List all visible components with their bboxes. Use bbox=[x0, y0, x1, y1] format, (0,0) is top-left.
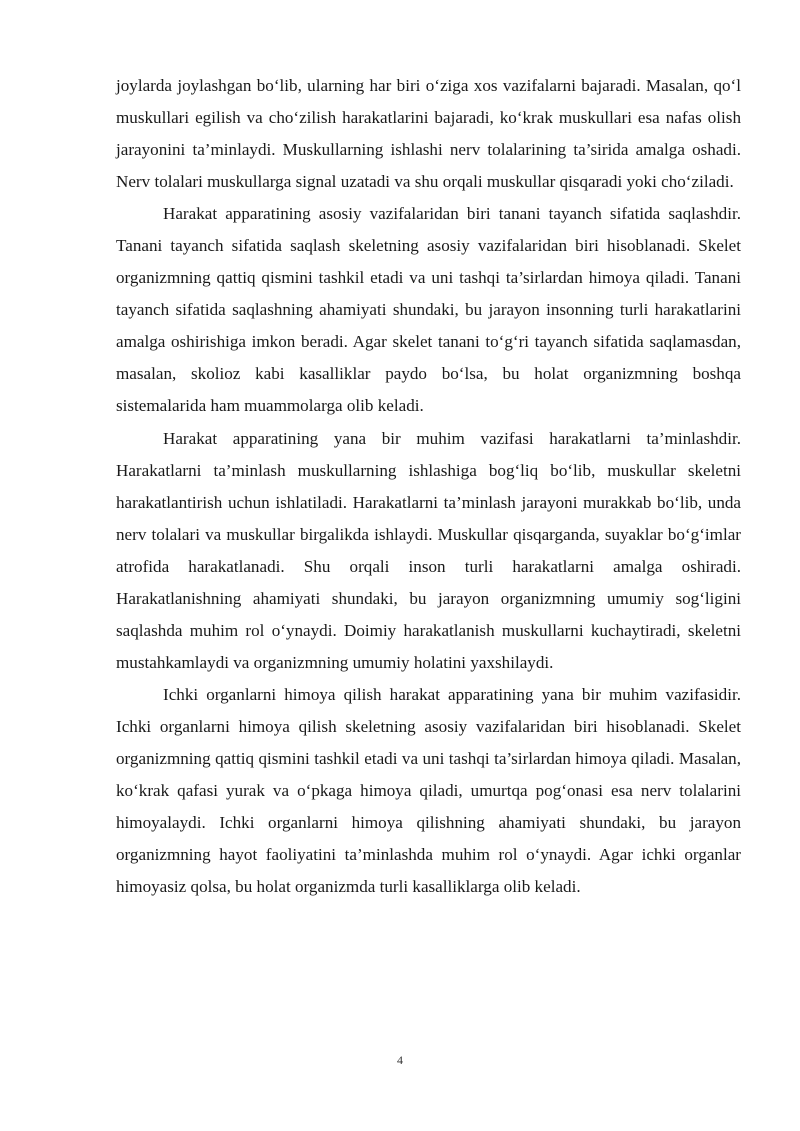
paragraph-movement: Harakat apparatining yana bir muhim vazifasi harakatlarni ta’minlashdir. Harakatlarni ta’minlash muskullarning ishlashiga bog‘liq bo‘lib, muskullar skeletni harakatlantirish uchun ishlatiladi. Harakatlarni ta’minlash jarayoni murakkab bo‘lib, unda nerv tolalari va muskullar birgalikda ishlaydi. Muskullar qisqarganda, suyaklar bo‘g‘imlar atrofida harakatlanadi. Shu orqali inson turli harakatlarni amalga oshiradi. Harakatlanishning ahamiyati shundaki, bu jarayon organizmning umumiy sog‘ligini saqlashda muhim rol o‘ynaydi. Doimiy harakatlanish muskullarni kuchaytiradi, skeletni mustahkamlaydi va organizmning umumiy holatini yaxshilaydi. bbox=[116, 428, 741, 672]
page-number: 4 bbox=[397, 1053, 403, 1067]
paragraph-organ-protection: Ichki organlarni himoya qilish harakat apparatining yana bir muhim vazifasidir. Ichki organlarni himoya qilish skeletning asosiy vazifalaridan biri hisoblanadi. Skelet organizmning qattiq qismini tashkil etadi va uni tashqi ta’sirlardan himoya qiladi. Masalan, ko‘krak qafasi yurak va o‘pkaga himoya qiladi, umurtqa pog‘onasi esa nerv tolalarini himoyalaydi. Ichki organlarni himoya qilishning ahamiyati shundaki, bu jarayon organizmning hayot faoliyatini ta’minlashda muhim rol o‘ynaydi. Agar ichki organlar himoyasiz qolsa, bu holat organizmda turli kasalliklarga olib keladi. bbox=[116, 684, 741, 897]
document-page bbox=[116, 70, 741, 903]
paragraph-continuation: joylarda joylashgan bo‘lib, ularning har biri o‘ziga xos vazifalarni bajaradi. Masalan, qo‘l muskullari egilish va cho‘zilish harakatlarini bajaradi, ko‘krak muskullari esa nafas olish jarayonini ta’minlaydi. Muskullarning ishlashi nerv tolalarining ta’sirida amalga oshadi. Nerv tolalari muskullarga signal uzatadi va shu orqali muskullar qisqaradi yoki cho‘ziladi. bbox=[116, 76, 741, 192]
paragraph-body-support: Harakat apparatining asosiy vazifalaridan biri tanani tayanch sifatida saqlashdir. Tanani tayanch sifatida saqlash skeletning asosiy vazifalaridan biri hisoblanadi. Skelet organizmning qattiq qismini tashkil etadi va uni tashqi ta’sirlardan himoya qiladi. Tanani tayanch sifatida saqlashning ahamiyati shundaki, bu jarayon insonning turli harakatlarini amalga oshirishiga imkon beradi. Agar skelet tanani to‘g‘ri tayanch sifatida saqlamasdan, masalan, skolioz kabi kasalliklar paydo bo‘lsa, bu holat organizmning boshqa sistemalarida ham muammolarga olib keladi. bbox=[116, 204, 741, 416]
